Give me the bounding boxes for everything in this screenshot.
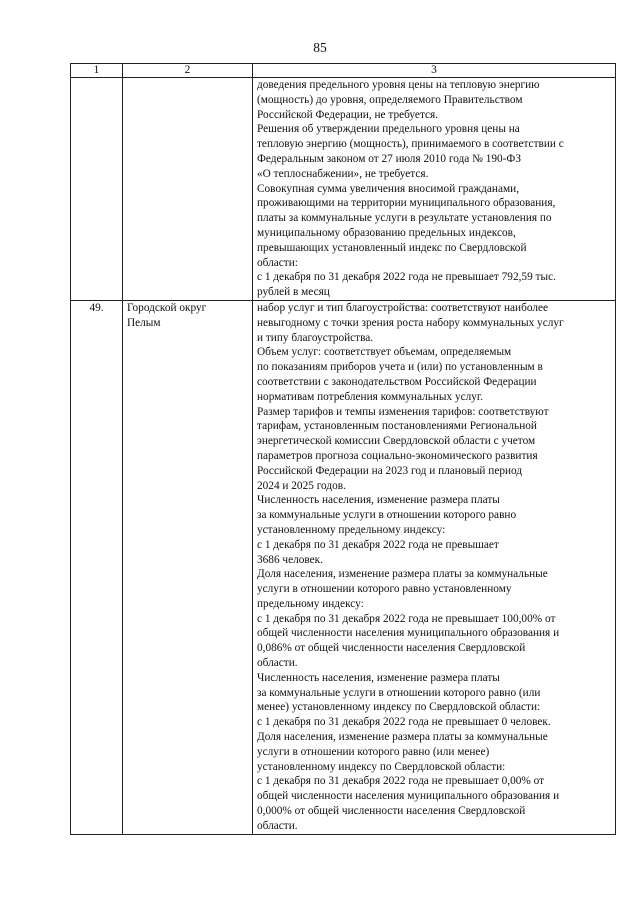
table-row-continuation [71,78,616,301]
text-line: установленному предельному индексу: [257,523,446,536]
text-line: 2024 и 2025 годов. [257,479,346,492]
text-line: платы за коммунальные услуги в результате установления по [257,212,552,225]
text-line: 0,000% от общей численности населения Свердловской [257,805,526,818]
text-line: с 1 декабря по 31 декабря 2022 года не превышает 0 человек. [257,716,551,729]
description-text [257,78,611,300]
text-line: с 1 декабря по 31 декабря 2022 года не превышает [257,538,499,551]
text-line: доведения предельного уровня цены на тепловую энергию [257,79,540,91]
text-line: общей численности населения муниципального образования и [257,627,560,640]
municipality-cell [123,300,253,834]
text-line: Федеральным законом от 27 июля 2010 года № 190-ФЗ [257,152,522,165]
column-header-2: 2 [123,64,253,78]
text-line: «О теплоснабжении», не требуется. [257,167,429,180]
text-line: установленному индексу по Свердловской области: [257,760,506,773]
text-line: Совокупная сумма увеличения вносимой гражданами, [257,182,520,195]
document-table [70,63,616,835]
column-header-1: 1 [71,64,123,78]
text-line: и типу благоустройства. [257,331,374,344]
text-line: соответствии с законодательством Российской Федерации [257,375,537,388]
text-line: Размер тарифов и темпы изменения тарифов: соответствуют [257,405,549,418]
text-line: услуги в отношении которого равно (или менее) [257,745,490,758]
text-line: общей численности населения муниципального образования и [257,790,560,803]
description-text [257,301,611,834]
text-line: Решения об утверждении предельного уровня цены на [257,123,520,136]
text-line: области. [257,819,298,832]
row-number-cell [71,78,123,301]
text-line: Объем услуг: соответствует объемам, определяемым [257,346,512,359]
text-line: проживающими на территории муниципального образования, [257,197,556,210]
municipality-name-line: Городской округ [127,301,207,314]
text-line: рублей в месяц [257,286,330,299]
text-line: превышающих установленный индекс по Свердловской [257,241,527,254]
text-line: (мощность) до уровня, определяемого Правительством [257,93,523,106]
text-line: энергетической комиссии Свердловской области с учетом [257,435,536,448]
text-line: тарифам, установленным постановлениями Региональной [257,420,537,433]
description-cell [253,300,616,834]
text-line: параметров прогноза социально-экономического развития [257,449,538,462]
description-cell [253,78,616,301]
table-header-row [71,64,616,78]
text-line: нормативам потребления коммунальных услуг. [257,390,484,403]
text-line: с 1 декабря по 31 декабря 2022 года не превышает 100,00% от [257,612,556,625]
text-line: набор услуг и тип благоустройства: соответствуют наиболее [257,301,549,314]
text-line: Численность населения, изменение размера платы [257,494,500,507]
text-line: за коммунальные услуги в отношении которого равно (или [257,686,541,699]
column-header-3: 3 [253,64,616,78]
text-line: Численность населения, изменение размера платы [257,671,500,684]
row-number-cell: 49. [71,300,123,834]
text-line: услуги в отношении которого равно установленному [257,583,512,596]
text-line: с 1 декабря по 31 декабря 2022 года не превышает 792,59 тыс. [257,271,556,284]
text-line: 0,086% от общей численности населения Свердловской [257,642,526,655]
municipality-cell [123,78,253,301]
text-line: Российской Федерации, не требуется. [257,108,439,121]
table-row-49 [71,300,616,834]
text-line: с 1 декабря по 31 декабря 2022 года не превышает 0,00% от [257,775,545,788]
text-line: 3686 человек. [257,553,323,566]
text-line: области. [257,657,298,670]
text-line: менее) установленному индексу по Свердловской области: [257,701,541,714]
text-line: невыгодному с точки зрения роста набору коммунальных услуг [257,316,564,329]
text-line: Доля населения, изменение размера платы за коммунальные [257,731,548,744]
municipality-name-line: Пелым [127,316,161,329]
text-line: Доля населения, изменение размера платы за коммунальные [257,568,548,581]
text-line: Российской Федерации на 2023 год и плановый период [257,464,523,477]
text-line: тепловую энергию (мощность), принимаемого в соответствии с [257,138,564,151]
text-line: области: [257,256,298,269]
text-line: по показаниям приборов учета и (или) по установленным в [257,361,543,374]
page-number: 85 [313,40,327,55]
text-line: за коммунальные услуги в отношении которого равно [257,509,517,522]
text-line: предельному индексу: [257,597,364,610]
text-line: муниципальному образованию предельных индексов, [257,226,516,239]
